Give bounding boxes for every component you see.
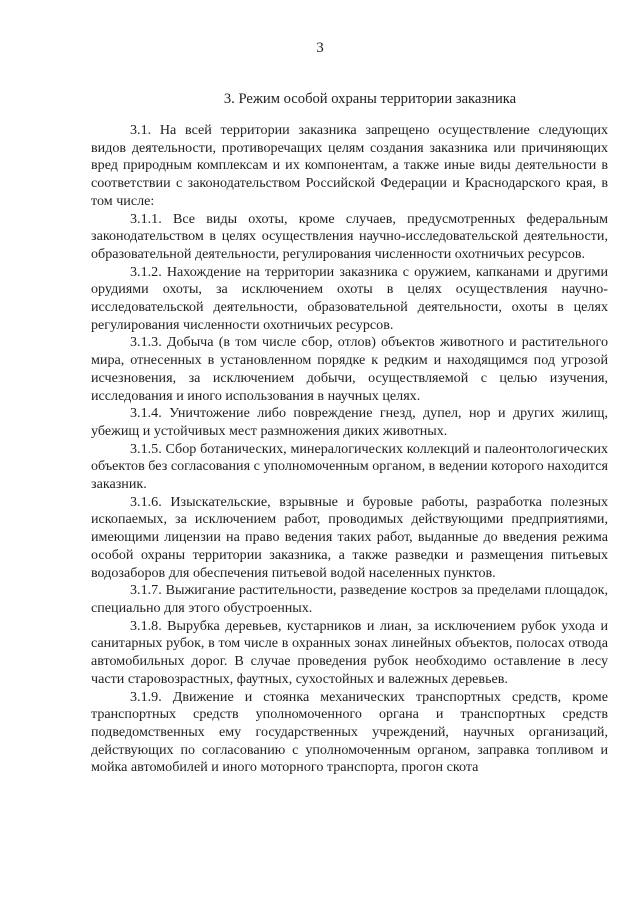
paragraph-3-1-5: 3.1.5. Сбор ботанических, минералогических коллекций и палеонтологических объектов без согласования с уполномоченным органом, в ведении которого находится заказник.: [91, 440, 608, 493]
paragraph-3-1-3: 3.1.3. Добыча (в том числе сбор, отлов) объектов животного и растительного мира, отнесенных в установленном порядке к редким и находящимся под угрозой исчезновения, за исключением добычи, осуществляемой с целью изучения, исследования и иного использования в научных целях.: [91, 334, 608, 404]
paragraph-3-1-8: 3.1.8. Вырубка деревьев, кустарников и лиан, за исключением рубок ухода и санитарных рубок, в том числе в охранных зонах линейных объектов, полосах отвода автомобильных дорог. В случае проведения рубок необходимо оставление в лесу части старовозрастных, фаутных, сухостойных и валежных деревьев.: [91, 617, 608, 687]
paragraph-3-1: 3.1. На всей территории заказника запрещено осуществление следующих видов деятельности, противоречащих целям создания заказника или причиняющих вред природным комплексам и их компонентам, а также иные виды деятельности в соответствии с законодательством Российской Федерации и Краснодарского края, в том числе:: [91, 122, 608, 209]
paragraph-3-1-1: 3.1.1. Все виды охоты, кроме случаев, предусмотренных федеральным законодательством в целях осуществления научно-исследовательской деятельности, образовательной деятельности, регулирования численности охотничьих ресурсов.: [91, 210, 608, 262]
section-title: 3. Режим особой охраны территории заказника: [223, 91, 517, 107]
paragraph-3-1-7: 3.1.7. Выжигание растительности, разведение костров за пределами площадок, специально для этого обустроенных.: [91, 582, 608, 616]
paragraph-3-1-2: 3.1.2. Нахождение на территории заказника с оружием, капканами и другими орудиями охоты, за исключением охоты в целях осуществления научно-исследовательской деятельности, образовательной деятельности, охоты в целях регулирования численности охотничьих ресурсов.: [91, 263, 608, 333]
paragraph-3-1-9: 3.1.9. Движение и стоянка механических транспортных средств, кроме транспортных средств уполномоченного органа и транспортных средств подведомственных ему государственных учреждений, научных организаций, действующих по согласованию с уполномоченным органом, заправка топливом и мойка автомобилей и иного моторного транспорта, прогон скота: [91, 688, 608, 776]
page-number: 3: [316, 40, 324, 56]
body-text: [91, 122, 608, 777]
paragraph-3-1-4: 3.1.4. Уничтожение либо повреждение гнезд, дупел, нор и других жилищ, убежищ и устойчивых мест размножения диких животных.: [91, 405, 608, 439]
paragraph-3-1-6: 3.1.6. Изыскательские, взрывные и буровые работы, разработка полезных ископаемых, за исключением работ, проводимых действующими предприятиями, имеющими лицензии на право ведения таких работ, выданные до введения режима особой охраны территории заказника, а также разведки и размещения питьевых водозаборов для обеспечения питьевой водой населенных пунктов.: [91, 493, 608, 581]
